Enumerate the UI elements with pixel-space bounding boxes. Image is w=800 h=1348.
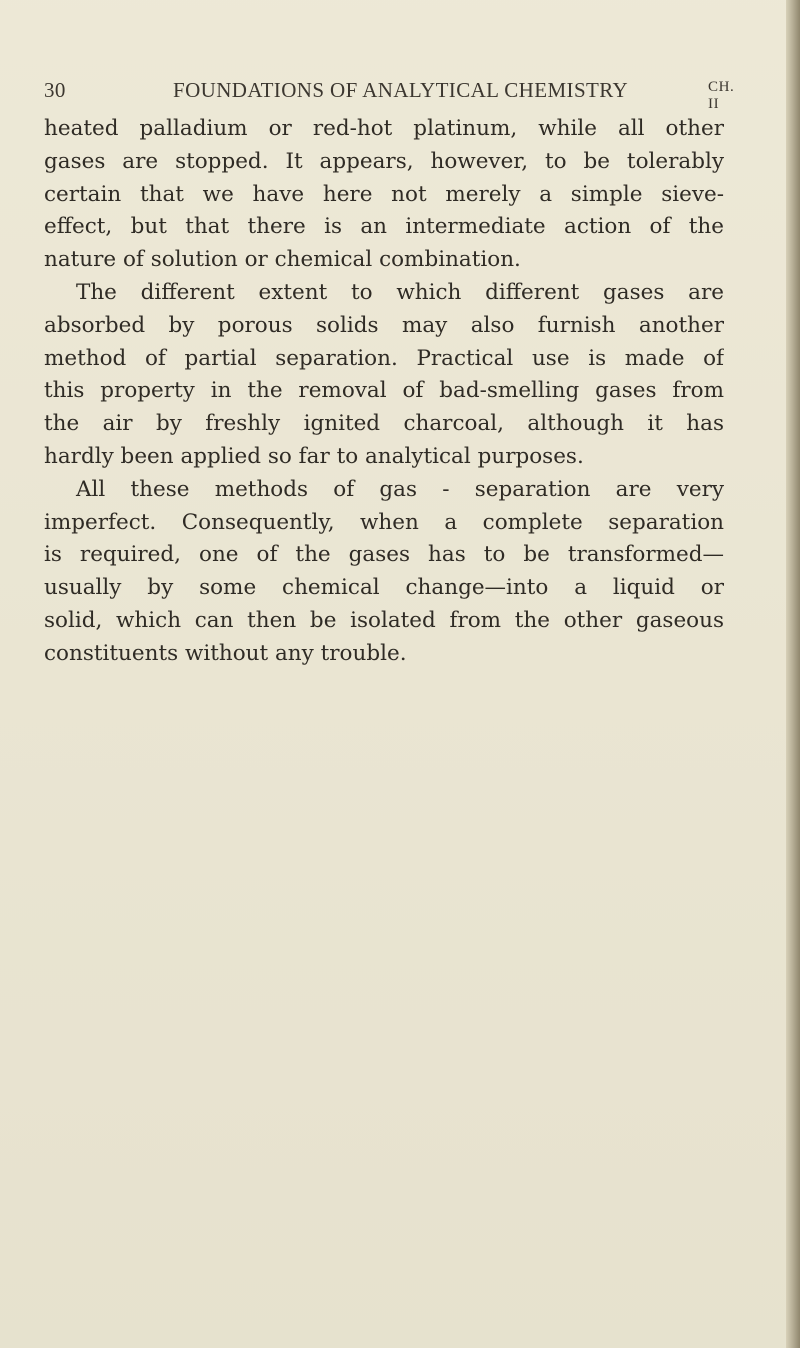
text-line: method of partial separation. Practical use is made of — [44, 345, 724, 371]
text-line: absorbed by porous solids may also furnish another — [44, 312, 724, 338]
text-line: is required, one of the gases has to be transformed— — [44, 542, 724, 568]
running-head — [44, 78, 744, 112]
body-text — [44, 113, 724, 671]
text-line: usually by some chemical change—into a liquid or — [44, 575, 724, 601]
page-number: 30 — [44, 78, 66, 102]
book-title: FOUNDATIONS OF ANALYTICAL CHEMISTRY — [173, 78, 629, 102]
text-line: gases are stopped. It appears, however, to be tolerably — [44, 148, 724, 174]
text-line: solid, which can then be isolated from the other gaseous — [44, 607, 724, 633]
chapter-label: CH. II — [708, 79, 735, 112]
text-line: effect, but that there is an intermediate action of the — [44, 214, 724, 240]
text-line: heated palladium or red-hot platinum, while all other — [44, 116, 724, 141]
text-line: certain that we have here not merely a simple sieve- — [44, 181, 724, 207]
text-line: the air by freshly ignited charcoal, although it has — [44, 411, 724, 437]
text-line: imperfect. Consequently, when a complete separation — [44, 509, 724, 535]
paragraph-start-line: The different extent to which different gases are — [76, 279, 724, 305]
text-line: this property in the removal of bad-smelling gases from — [44, 378, 724, 404]
text-line: hardly been applied so far to analytical purposes. — [44, 443, 584, 469]
text-line: nature of solution or chemical combination. — [44, 247, 521, 273]
page-binding-edge — [786, 0, 800, 1348]
paragraph-start-line: All these methods of gas - separation are very — [76, 476, 724, 502]
text-line: constituents without any trouble. — [44, 640, 407, 666]
